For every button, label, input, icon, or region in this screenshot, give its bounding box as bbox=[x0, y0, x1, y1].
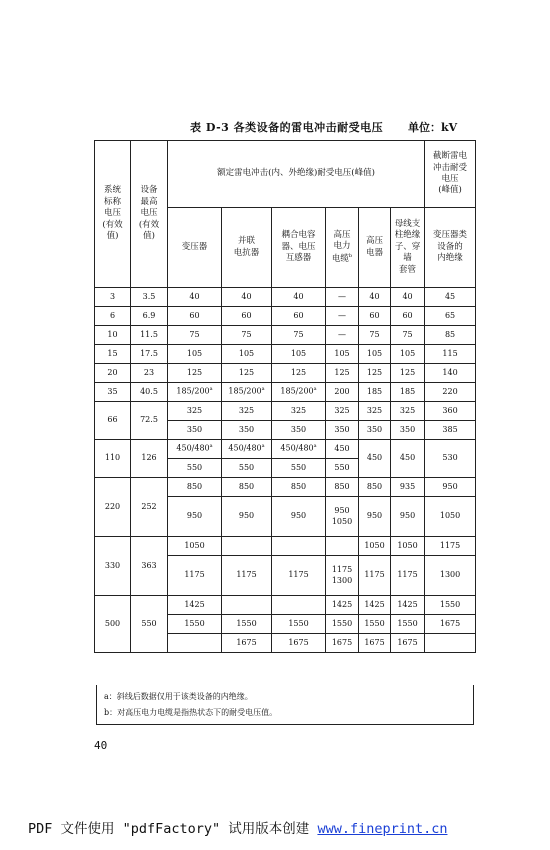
header-chopped-group: 截断雷电 冲击耐受 电压 (峰值) bbox=[425, 141, 476, 208]
footer-text: PDF 文件使用 "pdfFactory" 试用版本创建 bbox=[28, 821, 318, 837]
value-cell: 350 bbox=[391, 421, 425, 440]
value-cell: 1050 bbox=[391, 537, 425, 556]
value-cell: 45 bbox=[425, 288, 476, 307]
value-cell: 105 bbox=[222, 345, 272, 364]
value-cell bbox=[222, 596, 272, 615]
value-cell: 350 bbox=[168, 421, 222, 440]
value-cell: 1175 bbox=[391, 556, 425, 596]
value-cell: 350 bbox=[326, 421, 359, 440]
value-cell: 60 bbox=[359, 307, 391, 326]
value-cell: 450/480$^a$ bbox=[222, 440, 272, 459]
max-voltage-cell: 11.5 bbox=[131, 326, 168, 345]
footnote-b-marker: b bbox=[348, 252, 353, 259]
value-cell: 185/200$^a$ bbox=[272, 383, 326, 402]
max-voltage-cell: 40.5 bbox=[131, 383, 168, 402]
value-cell: 200 bbox=[326, 383, 359, 402]
system-voltage-cell: 330 bbox=[95, 537, 131, 596]
value-cell: 1550 bbox=[272, 615, 326, 634]
value-cell: 60 bbox=[168, 307, 222, 326]
table-row bbox=[95, 326, 476, 345]
value-cell: 185/200$^a$ bbox=[168, 383, 222, 402]
value-cell: 360 bbox=[425, 402, 476, 421]
value-cell: 1550 bbox=[425, 596, 476, 615]
value-cell: 325 bbox=[391, 402, 425, 421]
max-voltage-cell: 72.5 bbox=[131, 402, 168, 440]
value-cell: 125 bbox=[222, 364, 272, 383]
value-cell: 1675 bbox=[391, 634, 425, 653]
header-system-voltage: 系统 标称 电压 (有效 值) bbox=[95, 141, 131, 288]
value-cell: 40 bbox=[222, 288, 272, 307]
value-cell: 850 bbox=[326, 478, 359, 497]
value-cell: 950 bbox=[359, 497, 391, 537]
header-max-voltage: 设备 最高 电压 (有效 值) bbox=[131, 141, 168, 288]
value-cell: 550 bbox=[326, 459, 359, 478]
header-sub-0: 变压器 bbox=[168, 208, 222, 288]
table-row bbox=[95, 307, 476, 326]
value-cell: — bbox=[326, 307, 359, 326]
value-cell: 105 bbox=[168, 345, 222, 364]
footnote-a-marker: a bbox=[209, 386, 213, 393]
footnote-a-marker: a bbox=[261, 386, 265, 393]
value-cell: 40 bbox=[391, 288, 425, 307]
footer-link[interactable]: www.fineprint.cn bbox=[317, 821, 448, 837]
value-cell: 550 bbox=[168, 459, 222, 478]
header-sub-2: 耦合电容 器、电压 互感器 bbox=[272, 208, 326, 288]
value-cell: 850 bbox=[222, 478, 272, 497]
value-cell: 1175 bbox=[359, 556, 391, 596]
withstand-voltage-table bbox=[94, 140, 476, 653]
header-sub-4: 高压 电器 bbox=[359, 208, 391, 288]
value-cell: 1550 bbox=[391, 615, 425, 634]
value-cell: 325 bbox=[272, 402, 326, 421]
table-unit: 单位：kV bbox=[408, 121, 458, 134]
value-cell: 325 bbox=[359, 402, 391, 421]
value-cell: — bbox=[326, 288, 359, 307]
value-cell: 1300 bbox=[425, 556, 476, 596]
value-cell: 105 bbox=[272, 345, 326, 364]
value-cell: 1050 bbox=[425, 497, 476, 537]
table-row bbox=[95, 478, 476, 497]
value-cell: 125 bbox=[326, 364, 359, 383]
header-sub-3: 高压 电力 电缆$^b$ bbox=[326, 208, 359, 288]
footnote-a-marker: a bbox=[313, 386, 317, 393]
value-cell: 950 bbox=[391, 497, 425, 537]
pdf-footer bbox=[28, 817, 447, 837]
system-voltage-cell: 35 bbox=[95, 383, 131, 402]
table-row bbox=[95, 402, 476, 421]
max-voltage-cell: 17.5 bbox=[131, 345, 168, 364]
value-cell: 1550 bbox=[359, 615, 391, 634]
max-voltage-cell: 23 bbox=[131, 364, 168, 383]
table-row bbox=[95, 345, 476, 364]
note-a: a：斜线后数据仅用于该类设备的内绝缘。 bbox=[104, 692, 253, 701]
value-cell bbox=[425, 634, 476, 653]
value-cell: 850 bbox=[359, 478, 391, 497]
table-row bbox=[95, 440, 476, 459]
table-notes bbox=[96, 685, 474, 725]
value-cell: 450/480$^a$ bbox=[168, 440, 222, 459]
value-cell: 325 bbox=[168, 402, 222, 421]
value-cell: 185 bbox=[359, 383, 391, 402]
value-cell: 935 bbox=[391, 478, 425, 497]
value-cell: 140 bbox=[425, 364, 476, 383]
value-cell bbox=[222, 537, 272, 556]
value-cell: 105 bbox=[326, 345, 359, 364]
value-cell: 850 bbox=[272, 478, 326, 497]
max-voltage-cell: 3.5 bbox=[131, 288, 168, 307]
system-voltage-cell: 10 bbox=[95, 326, 131, 345]
value-cell bbox=[326, 537, 359, 556]
header-sub-5: 母线支 柱绝缘 子、穿墙 套管 bbox=[391, 208, 425, 288]
value-cell: 75 bbox=[168, 326, 222, 345]
value-cell: — bbox=[326, 326, 359, 345]
value-cell: 185 bbox=[391, 383, 425, 402]
value-cell: 220 bbox=[425, 383, 476, 402]
table-row bbox=[95, 288, 476, 307]
value-cell: 105 bbox=[359, 345, 391, 364]
system-voltage-cell: 3 bbox=[95, 288, 131, 307]
value-cell: 1425 bbox=[359, 596, 391, 615]
footnote-a-marker: a bbox=[313, 443, 317, 450]
value-cell: 1175 bbox=[272, 556, 326, 596]
system-voltage-cell: 20 bbox=[95, 364, 131, 383]
value-cell: 1675 bbox=[326, 634, 359, 653]
value-cell: 75 bbox=[359, 326, 391, 345]
value-cell: 550 bbox=[272, 459, 326, 478]
value-cell: 450 bbox=[326, 440, 359, 459]
note-b: b：对高压电力电缆是指热状态下的耐受电压值。 bbox=[104, 708, 278, 717]
value-cell: 1675 bbox=[359, 634, 391, 653]
value-cell: 85 bbox=[425, 326, 476, 345]
max-voltage-cell: 6.9 bbox=[131, 307, 168, 326]
value-cell: 450 bbox=[391, 440, 425, 478]
table-row bbox=[95, 364, 476, 383]
value-cell: 1050 bbox=[168, 537, 222, 556]
value-cell: 105 bbox=[391, 345, 425, 364]
table-caption bbox=[0, 119, 550, 139]
value-cell: 950 bbox=[168, 497, 222, 537]
value-cell: 325 bbox=[222, 402, 272, 421]
value-cell: 950 bbox=[222, 497, 272, 537]
value-cell: 125 bbox=[359, 364, 391, 383]
max-voltage-cell: 126 bbox=[131, 440, 168, 478]
value-cell: 40 bbox=[272, 288, 326, 307]
value-cell: 1175 bbox=[168, 556, 222, 596]
value-cell: 350 bbox=[359, 421, 391, 440]
max-voltage-cell: 252 bbox=[131, 478, 168, 537]
table-row bbox=[95, 596, 476, 615]
value-cell: 950 bbox=[272, 497, 326, 537]
value-cell: 40 bbox=[359, 288, 391, 307]
system-voltage-cell: 6 bbox=[95, 307, 131, 326]
value-cell: 1425 bbox=[391, 596, 425, 615]
table-row bbox=[95, 537, 476, 556]
value-cell: 115 bbox=[425, 345, 476, 364]
value-cell: 185/200$^a$ bbox=[222, 383, 272, 402]
value-cell bbox=[272, 596, 326, 615]
max-voltage-cell: 363 bbox=[131, 537, 168, 596]
value-cell bbox=[272, 537, 326, 556]
header-rated-group: 额定雷电冲击(内、外绝缘)耐受电压(峰值) bbox=[168, 141, 425, 208]
value-cell: 1550 bbox=[222, 615, 272, 634]
value-cell bbox=[168, 634, 222, 653]
system-voltage-cell: 66 bbox=[95, 402, 131, 440]
header-sub-1: 并联 电抗器 bbox=[222, 208, 272, 288]
value-cell: 850 bbox=[168, 478, 222, 497]
value-cell: 75 bbox=[272, 326, 326, 345]
value-cell: 1175 1300 bbox=[326, 556, 359, 596]
value-cell: 1175 bbox=[222, 556, 272, 596]
max-voltage-cell: 550 bbox=[131, 596, 168, 653]
value-cell: 1175 bbox=[425, 537, 476, 556]
value-cell: 75 bbox=[391, 326, 425, 345]
value-cell: 60 bbox=[391, 307, 425, 326]
value-cell: 1550 bbox=[168, 615, 222, 634]
value-cell: 40 bbox=[168, 288, 222, 307]
value-cell: 1550 bbox=[326, 615, 359, 634]
value-cell: 125 bbox=[168, 364, 222, 383]
table-row bbox=[95, 383, 476, 402]
value-cell: 950 1050 bbox=[326, 497, 359, 537]
value-cell: 1425 bbox=[326, 596, 359, 615]
value-cell: 125 bbox=[391, 364, 425, 383]
value-cell: 1675 bbox=[425, 615, 476, 634]
value-cell: 65 bbox=[425, 307, 476, 326]
value-cell: 550 bbox=[222, 459, 272, 478]
value-cell: 1675 bbox=[222, 634, 272, 653]
value-cell: 385 bbox=[425, 421, 476, 440]
system-voltage-cell: 220 bbox=[95, 478, 131, 537]
value-cell: 950 bbox=[425, 478, 476, 497]
system-voltage-cell: 110 bbox=[95, 440, 131, 478]
value-cell: 125 bbox=[272, 364, 326, 383]
value-cell: 325 bbox=[326, 402, 359, 421]
footnote-a-marker: a bbox=[209, 443, 213, 450]
page-number: 40 bbox=[94, 739, 108, 752]
value-cell: 75 bbox=[222, 326, 272, 345]
footnote-a-marker: a bbox=[261, 443, 265, 450]
value-cell: 1050 bbox=[359, 537, 391, 556]
value-cell: 350 bbox=[272, 421, 326, 440]
value-cell: 350 bbox=[222, 421, 272, 440]
value-cell: 1675 bbox=[272, 634, 326, 653]
value-cell: 450 bbox=[359, 440, 391, 478]
header-sub-6: 变压器类 设备的 内绝缘 bbox=[425, 208, 476, 288]
system-voltage-cell: 500 bbox=[95, 596, 131, 653]
value-cell: 60 bbox=[272, 307, 326, 326]
value-cell: 530 bbox=[425, 440, 476, 478]
table-title: 表 D-3 各类设备的雷电冲击耐受电压 bbox=[190, 121, 384, 134]
value-cell: 1425 bbox=[168, 596, 222, 615]
value-cell: 60 bbox=[222, 307, 272, 326]
system-voltage-cell: 15 bbox=[95, 345, 131, 364]
value-cell: 450/480$^a$ bbox=[272, 440, 326, 459]
